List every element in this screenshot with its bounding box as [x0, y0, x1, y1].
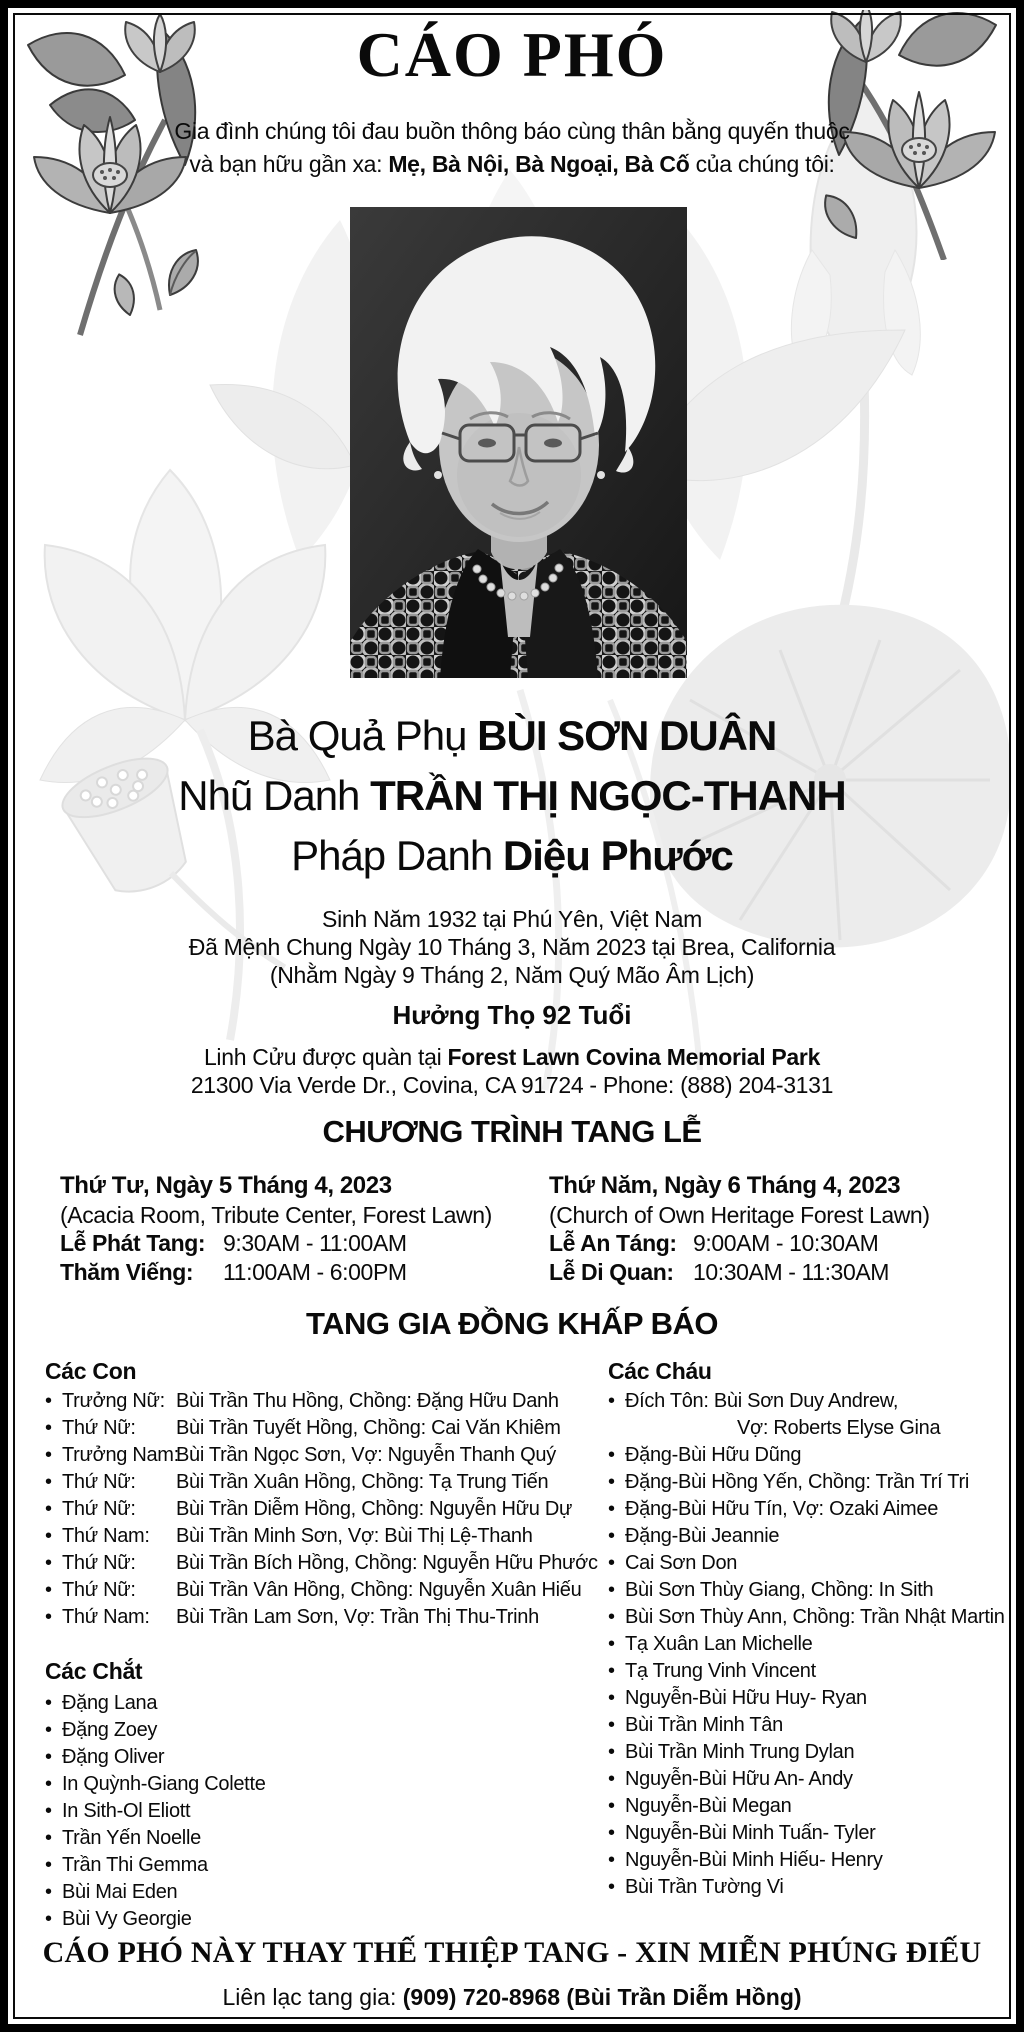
bullet-icon: •	[45, 1525, 52, 1547]
grandchild-spouse: Vợ: Roberts Elyse Gina	[737, 1417, 941, 1439]
bullet-icon: •	[608, 1795, 615, 1817]
program-day2-row2-label: Lễ Di Quan:	[549, 1258, 674, 1285]
great-grandchildren-list-header: Các Chắt	[45, 1658, 143, 1684]
grandchild-name: Đặng-Bùi Hồng Yến, Chồng: Trần Trí Tri	[625, 1471, 969, 1493]
great-grandchild-row	[45, 1800, 190, 1823]
bullet-icon: •	[608, 1849, 615, 1871]
grandchild-name: Nguyễn-Bùi Minh Tuấn- Tyler	[625, 1822, 876, 1844]
program-day1-row2	[60, 1258, 492, 1287]
bullet-icon: •	[45, 1881, 52, 1903]
grandchildren-list-header: Các Cháu	[608, 1358, 712, 1384]
lunar-date-info: (Nhằm Ngày 9 Tháng 2, Năm Quý Mão Âm Lịch)	[269, 962, 755, 988]
grandchild-name: Nguyễn-Bùi Hữu An- Andy	[625, 1768, 853, 1790]
program-day1-row1-time: 9:30AM - 11:00AM	[223, 1230, 407, 1256]
bullet-icon: •	[45, 1606, 52, 1628]
bullet-icon: •	[608, 1741, 615, 1763]
great-grandchild-row	[45, 1881, 177, 1904]
bullet-icon: •	[45, 1908, 52, 1930]
bullet-icon: •	[45, 1854, 52, 1876]
bullet-icon: •	[608, 1768, 615, 1790]
maiden-name: TRẦN THỊ NGỌC-THANH	[370, 772, 846, 819]
bullet-icon: •	[45, 1579, 52, 1601]
bullet-icon: •	[45, 1390, 52, 1412]
child-name: Bùi Trần Lam Sơn, Vợ: Trần Thị Thu-Trinh	[176, 1606, 539, 1628]
program-day2-row1-time: 9:00AM - 10:30AM	[693, 1230, 879, 1256]
grandchild-row-continuation	[737, 1417, 940, 1440]
family-contact-line	[0, 1984, 1024, 2011]
great-grandchild-name: Đặng Lana	[62, 1692, 158, 1714]
great-grandchild-name: Trần Yến Noelle	[62, 1827, 201, 1849]
great-grandchild-row	[45, 1908, 192, 1931]
children-row	[45, 1525, 533, 1548]
bullet-icon: •	[45, 1444, 52, 1466]
bullet-icon: •	[608, 1633, 615, 1655]
child-name: Bùi Trần Minh Sơn, Vợ: Bùi Thị Lệ-Thanh	[176, 1525, 533, 1547]
grandchild-name: Bùi Sơn Thùy Giang, Chồng: In Sith	[625, 1579, 934, 1601]
grandchild-row	[608, 1768, 853, 1791]
grandchild-row	[608, 1579, 933, 1602]
children-row	[45, 1498, 572, 1521]
great-grandchild-name: Đặng Oliver	[62, 1746, 165, 1768]
child-rank: Thứ Nữ:	[62, 1552, 136, 1574]
age-info: Hưởng Thọ 92 Tuổi	[392, 1000, 632, 1030]
husband-name: BÙI SƠN DUÂN	[477, 712, 777, 759]
program-day2-date: Thứ Năm, Ngày 6 Tháng 4, 2023	[549, 1172, 901, 1199]
grandchild-name: Tạ Trung Vinh Vincent	[625, 1660, 816, 1682]
grandchild-name: Nguyễn-Bùi Megan	[625, 1795, 792, 1817]
children-row	[45, 1552, 598, 1575]
great-grandchild-name: Trần Thi Gemma	[62, 1854, 208, 1876]
child-rank: Thứ Nữ:	[62, 1498, 136, 1520]
grandchild-row	[608, 1633, 812, 1656]
dharma-name-label: Pháp Danh	[291, 832, 503, 879]
death-info: Đã Mệnh Chung Ngày 10 Tháng 3, Năm 2023 tại Brea, California	[188, 934, 836, 960]
grandchild-row	[608, 1822, 876, 1845]
grandchild-row	[608, 1444, 801, 1467]
intro-line-2	[0, 151, 1024, 178]
page-title: CÁO PHÓ	[356, 19, 668, 90]
bullet-icon: •	[45, 1773, 52, 1795]
child-rank: Trưởng Nam:	[62, 1444, 179, 1466]
grandchild-row	[608, 1498, 938, 1521]
program-day1-column	[60, 1172, 492, 1286]
contact-label: Liên lạc tang gia:	[222, 1984, 403, 2010]
no-flowers-notice: CÁO PHÓ NÀY THAY THẾ THIỆP TANG - XIN MIỄN PHÚNG ĐIẾU	[42, 1936, 982, 1969]
intro-line-2-relations: Mẹ, Bà Nội, Bà Ngoại, Bà Cố	[388, 151, 690, 177]
grandchild-row	[608, 1660, 816, 1683]
bullet-icon: •	[608, 1606, 615, 1628]
grandchild-row	[608, 1525, 779, 1548]
family-section-title: TANG GIA ĐỒNG KHẤP BÁO	[305, 1306, 719, 1341]
grandchild-name: Nguyễn-Bùi Minh Hiếu- Henry	[625, 1849, 883, 1871]
great-grandchild-row	[45, 1827, 201, 1850]
program-day1-row1	[60, 1229, 492, 1258]
bullet-icon: •	[45, 1552, 52, 1574]
bullet-icon: •	[45, 1498, 52, 1520]
child-rank: Thứ Nữ:	[62, 1471, 136, 1493]
resting-place-name: Forest Lawn Covina Memorial Park	[447, 1044, 821, 1070]
bullet-icon: •	[608, 1660, 615, 1682]
program-day1-row2-time: 11:00AM - 6:00PM	[223, 1258, 407, 1285]
grandchild-row	[608, 1471, 969, 1494]
bullet-icon: •	[45, 1746, 52, 1768]
grandchild-name: Đặng-Bùi Hữu Tín, Vợ: Ozaki Aimee	[625, 1498, 939, 1520]
grandchild-row	[608, 1795, 791, 1818]
grandchild-row	[608, 1552, 737, 1575]
child-rank: Thứ Nam:	[62, 1525, 150, 1547]
program-section-title: CHƯƠNG TRÌNH TANG LỄ	[322, 1114, 702, 1149]
bullet-icon: •	[608, 1471, 615, 1493]
bullet-icon: •	[608, 1444, 615, 1466]
program-day2-venue: (Church of Own Heritage Forest Lawn)	[549, 1201, 930, 1228]
widow-title: Bà Quả Phụ	[247, 712, 478, 759]
bullet-icon: •	[608, 1714, 615, 1736]
child-name: Bùi Trần Bích Hồng, Chồng: Nguyễn Hữu Phước	[176, 1552, 598, 1574]
children-row	[45, 1606, 539, 1629]
children-row	[45, 1579, 581, 1602]
grandchild-name: Đặng-Bùi Hữu Dũng	[625, 1444, 802, 1466]
bullet-icon: •	[608, 1552, 615, 1574]
children-row	[45, 1471, 548, 1494]
great-grandchild-name: Bùi Vy Georgie	[62, 1908, 192, 1930]
child-name: Bùi Trần Diễm Hồng, Chồng: Nguyễn Hữu Dự	[176, 1498, 573, 1520]
grandchild-name: Đặng-Bùi Jeannie	[625, 1525, 780, 1547]
program-day2-row2	[549, 1258, 930, 1287]
great-grandchild-row	[45, 1719, 157, 1742]
great-grandchild-name: Bùi Mai Eden	[62, 1881, 178, 1903]
intro-line-2-post: của chúng tôi:	[689, 151, 835, 177]
program-day1-row1-label: Lễ Phát Tang:	[60, 1230, 206, 1256]
resting-place-address: 21300 Via Verde Dr., Covina, CA 91724 - Phone: (888) 204-3131	[190, 1072, 834, 1098]
grandchild-row	[608, 1741, 854, 1764]
grandchild-row	[608, 1876, 784, 1899]
great-grandchild-row	[45, 1746, 164, 1769]
child-name: Bùi Trần Ngọc Sơn, Vợ: Nguyễn Thanh Quý	[176, 1444, 556, 1466]
grandchild-name: Bùi Trần Minh Trung Dylan	[625, 1741, 855, 1763]
program-day1-row2-label: Thăm Viếng:	[60, 1258, 194, 1285]
children-row	[45, 1390, 559, 1413]
great-grandchild-name: In Quỳnh-Giang Colette	[62, 1773, 266, 1795]
deceased-maiden-name-line	[0, 772, 1024, 820]
grandchild-name: Tạ Xuân Lan Michelle	[625, 1633, 813, 1655]
resting-place-info	[0, 1044, 1024, 1071]
resting-place-pre: Linh Cửu được quàn tại	[203, 1044, 448, 1070]
child-name: Bùi Trần Vân Hồng, Chồng: Nguyễn Xuân Hiếu	[176, 1579, 582, 1601]
bullet-icon: •	[608, 1822, 615, 1844]
bullet-icon: •	[45, 1471, 52, 1493]
child-rank: Trưởng Nữ:	[62, 1390, 165, 1412]
grandchild-row	[608, 1687, 867, 1710]
bullet-icon: •	[45, 1719, 52, 1741]
dharma-name: Diệu Phước	[502, 832, 733, 879]
portrait-photo	[350, 207, 687, 678]
program-day2-column	[549, 1172, 930, 1286]
contact-phone: (909) 720-8968 (Bùi Trần Diễm Hồng)	[402, 1984, 802, 2010]
child-rank: Thứ Nữ:	[62, 1417, 136, 1439]
child-name: Bùi Trần Tuyết Hồng, Chồng: Cai Văn Khiêm	[176, 1417, 561, 1439]
bullet-icon: •	[45, 1417, 52, 1439]
intro-line-1: Gia đình chúng tôi đau buồn thông báo cùng thân bằng quyến thuộc	[174, 118, 850, 144]
great-grandchild-row	[45, 1692, 157, 1715]
bullet-icon: •	[45, 1692, 52, 1714]
intro-line-2-pre: và bạn hữu gần xa:	[189, 151, 389, 177]
grandchild-name: Bùi Sơn Thùy Ann, Chồng: Trần Nhật Martin	[625, 1606, 1005, 1628]
child-rank: Thứ Nam:	[62, 1606, 150, 1628]
bullet-icon: •	[608, 1687, 615, 1709]
bullet-icon: •	[45, 1827, 52, 1849]
children-row	[45, 1444, 556, 1467]
program-day2-row1-label: Lễ An Táng:	[549, 1230, 677, 1256]
great-grandchild-row	[45, 1854, 208, 1877]
program-day1-venue: (Acacia Room, Tribute Center, Forest Lawn)	[60, 1201, 492, 1228]
child-name: Bùi Trần Xuân Hồng, Chồng: Tạ Trung Tiến	[176, 1471, 549, 1493]
grandchild-name: Cai Sơn Don	[625, 1552, 738, 1574]
program-day2-row1	[549, 1229, 930, 1258]
deceased-widow-name-line	[0, 712, 1024, 760]
grandchild-name: Bùi Trần Minh Tân	[625, 1714, 783, 1736]
birth-info: Sinh Năm 1932 tại Phú Yên, Việt Nam	[322, 906, 702, 932]
bullet-icon: •	[45, 1800, 52, 1822]
children-list-header: Các Con	[45, 1358, 137, 1384]
bullet-icon: •	[608, 1498, 615, 1520]
grandchild-name: Bùi Trần Tường Vi	[625, 1876, 784, 1898]
maiden-name-label: Nhũ Danh	[178, 772, 371, 819]
children-row	[45, 1417, 561, 1440]
grandchild-row	[608, 1714, 783, 1737]
grandchild-name: Nguyễn-Bùi Hữu Huy- Ryan	[625, 1687, 867, 1709]
bullet-icon: •	[608, 1525, 615, 1547]
great-grandchild-name: In Sith-Ol Eliott	[62, 1800, 191, 1822]
great-grandchild-name: Đặng Zoey	[62, 1719, 158, 1741]
grandchild-row	[608, 1606, 1005, 1629]
program-day1-date: Thứ Tư, Ngày 5 Tháng 4, 2023	[60, 1172, 392, 1199]
bullet-icon: •	[608, 1390, 615, 1412]
child-rank: Thứ Nữ:	[62, 1579, 136, 1601]
great-grandchild-row	[45, 1773, 266, 1796]
bullet-icon: •	[608, 1876, 615, 1898]
bullet-icon: •	[608, 1579, 615, 1601]
grandchild-name: Đích Tôn: Bùi Sơn Duy Andrew,	[625, 1390, 899, 1412]
grandchild-row	[608, 1390, 898, 1413]
child-name: Bùi Trần Thu Hồng, Chồng: Đặng Hữu Danh	[176, 1390, 559, 1412]
deceased-dharma-name-line	[0, 832, 1024, 880]
program-day2-row2-time: 10:30AM - 11:30AM	[693, 1258, 890, 1285]
grandchild-row	[608, 1849, 883, 1872]
